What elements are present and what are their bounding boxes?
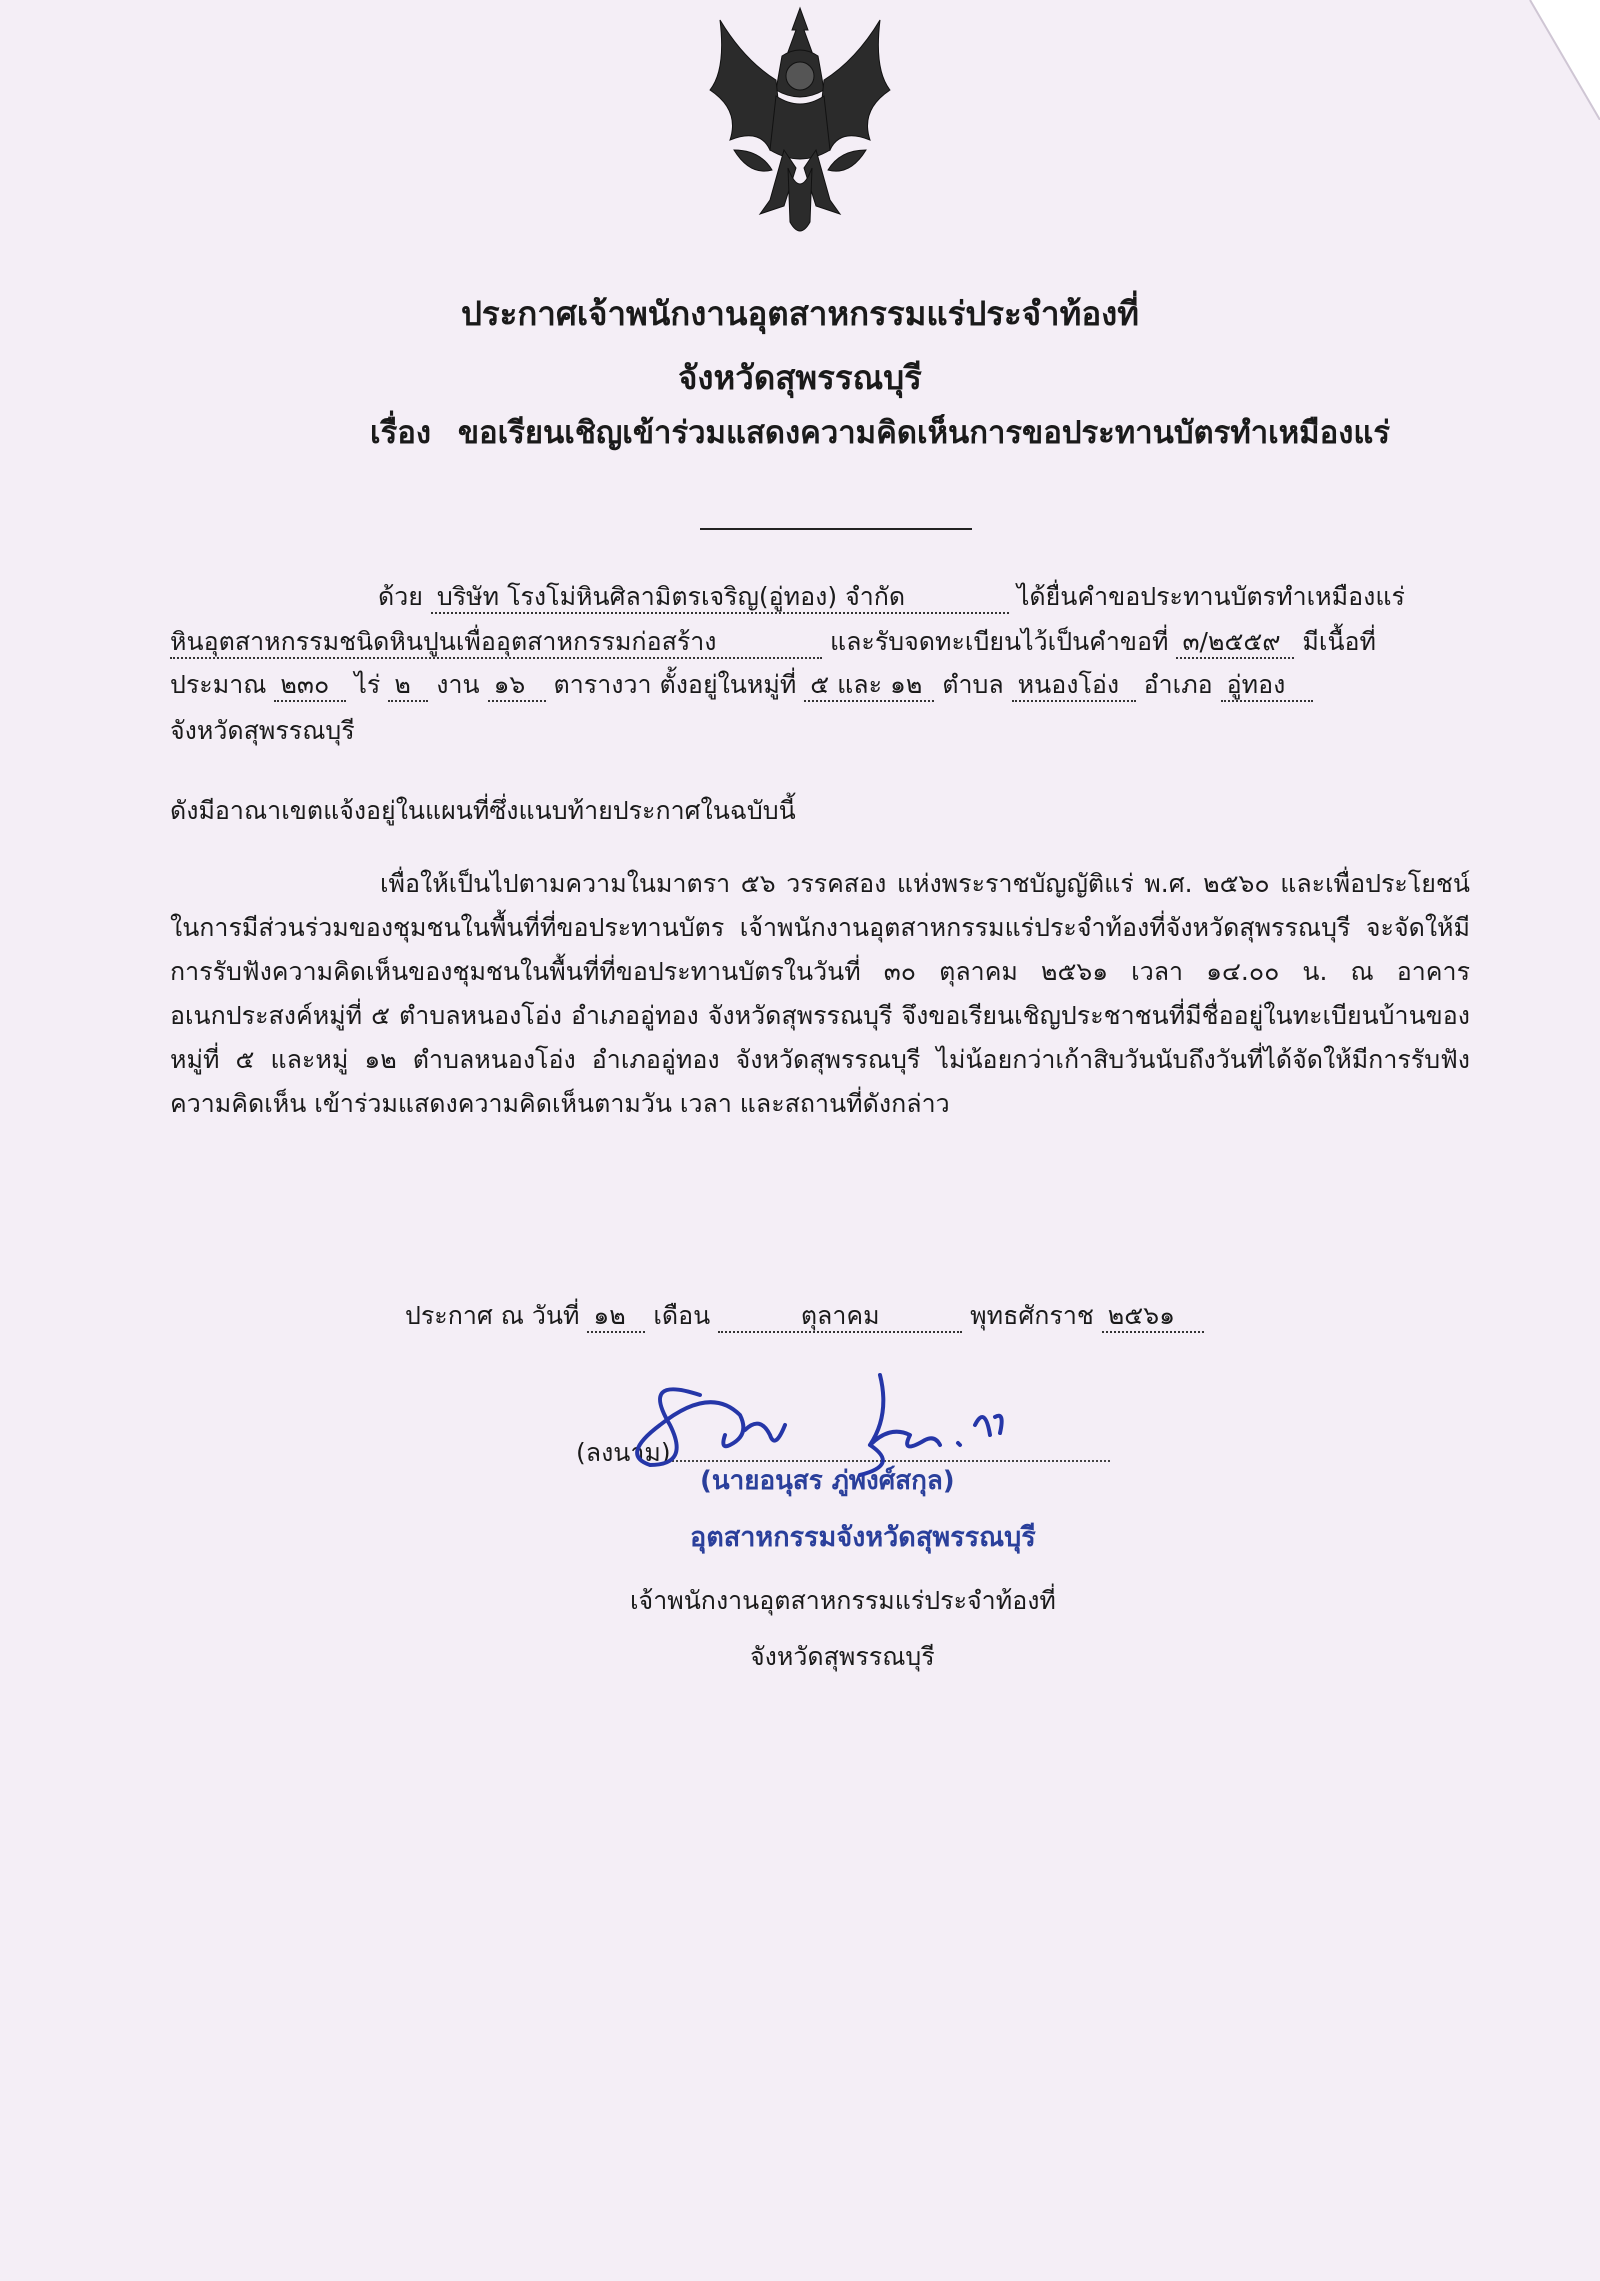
stamp-title: อุตสาหกรรมจังหวัดสุพรรณบุรี xyxy=(690,1522,1036,1553)
subject-line xyxy=(370,412,1391,454)
amphoe-label: อำเภอ xyxy=(1143,670,1213,699)
announce-day: ๑๒ xyxy=(587,1301,645,1333)
month-label: เดือน xyxy=(653,1301,711,1330)
area-rai: ๒๓๐ xyxy=(274,670,346,702)
amphoe-name: อู่ทอง xyxy=(1221,670,1313,702)
subject-label: เรื่อง xyxy=(370,415,432,451)
signed-label: (ลงนาม) xyxy=(576,1438,671,1467)
area-ngan: ๒ xyxy=(388,670,428,702)
garuda-emblem-icon xyxy=(700,0,900,248)
approx-label: ประมาณ xyxy=(170,670,267,699)
province-line: จังหวัดสุพรรณบุรี xyxy=(170,716,355,745)
stamp-name: (นายอนุสร ภู่พงศ์สกุล) xyxy=(700,1466,955,1496)
request-number: ๓/๒๕๕๙ xyxy=(1176,627,1294,659)
para1-line1 xyxy=(378,580,1405,614)
announcement-title: ประกาศเจ้าพนักงานอุตสาหกรรมแร่ประจำท้องที่ xyxy=(460,294,1140,333)
subject-text: ขอเรียนเชิญเข้าร่วมแสดงความคิดเห็นการขอประทานบัตรทำเหมืองแร่ xyxy=(457,415,1391,451)
announce-year: ๒๕๖๑ xyxy=(1102,1301,1204,1333)
area-label: มีเนื้อที่ xyxy=(1302,627,1377,656)
tambon-label: ตำบล xyxy=(942,670,1004,699)
announce-month: ตุลาคม xyxy=(718,1301,962,1333)
rai-label: ไร่ xyxy=(354,670,381,699)
para1-line2 xyxy=(170,625,1376,659)
year-label: พุทธศักราช xyxy=(970,1301,1094,1330)
boundary-line: ดังมีอาณาเขตแจ้งอยู่ในแผนที่ซึ่งแนบท้ายประกาศในฉบับนี้ xyxy=(170,796,796,825)
company-name: บริษัท โรงโม่หินศิลามิตรเจริญ(อู่ทอง) จำกัด xyxy=(431,582,1009,614)
official-title: เจ้าพนักงานอุตสาหกรรมแร่ประจำท้องที่ xyxy=(630,1586,1056,1615)
ngan-label: งาน xyxy=(436,670,480,699)
province-title: จังหวัดสุพรรณบุรี xyxy=(678,358,922,397)
announce-date-line xyxy=(405,1296,1204,1336)
para1-line3 xyxy=(170,668,1313,702)
page-fold xyxy=(1460,0,1600,120)
announce-prefix: ประกาศ ณ วันที่ xyxy=(405,1301,580,1330)
area-wa: ๑๖ xyxy=(488,670,546,702)
title-divider xyxy=(700,528,972,530)
wa-label: ตารางวา ตั้งอยู่ในหมู่ที่ xyxy=(553,670,797,699)
handwritten-signature xyxy=(580,1355,1140,1545)
para1-suffix: ได้ยื่นคำขอประทานบัตรทำเหมืองแร่ xyxy=(1016,582,1405,611)
official-province: จังหวัดสุพรรณบุรี xyxy=(750,1642,935,1671)
paragraph-2: เพื่อให้เป็นไปตามความในมาตรา ๕๖ วรรคสอง แห่งพระราชบัญญัติแร่ พ.ศ. ๒๕๖๐ และเพื่อประโยชน์ในการมีส่วนร่วมของชุมชนในพื้นที่ที่ขอประทานบัตร เจ้าพนักงานอุตสาหกรรมแร่ประจำท้องที่จังหวัดสุพรรณบุรี จะจัดให้มีการรับฟังความคิดเห็นของชุมชนในพื้นที่ที่ขอประทานบัตรในวันที่ ๓๐ ตุลาคม ๒๕๖๑ เวลา ๑๔.๐๐ น. ณ อาคารอเนกประสงค์หมู่ที่ ๕ ตำบลหนองโอ่ง อำเภออู่ทอง จังหวัดสุพรรณบุรี จึงขอเรียนเชิญประชาชนที่มีชื่ออยู่ในทะเบียนบ้านของหมู่ที่ ๕ และหมู่ ๑๒ ตำบลหนองโอ่ง อำเภออู่ทอง จังหวัดสุพรรณบุรี ไม่น้อยกว่าเก้าสิบวันนับถึงวันที่ได้จัดให้มีการรับฟังความคิดเห็น เข้าร่วมแสดงความคิดเห็นตามวัน เวลา และสถานที่ดังกล่าว xyxy=(170,869,1470,1118)
moo-number: ๕ และ ๑๒ xyxy=(804,670,934,702)
para1-prefix: ด้วย xyxy=(378,582,423,611)
tambon-name: หนองโอ่ง xyxy=(1012,670,1136,702)
request-label: และรับจดทะเบียนไว้เป็นคำขอที่ xyxy=(829,627,1169,656)
mineral-type: หินอุตสาหกรรมชนิดหินปูนเพื่ออุตสาหกรรมก่อสร้าง xyxy=(170,627,822,659)
